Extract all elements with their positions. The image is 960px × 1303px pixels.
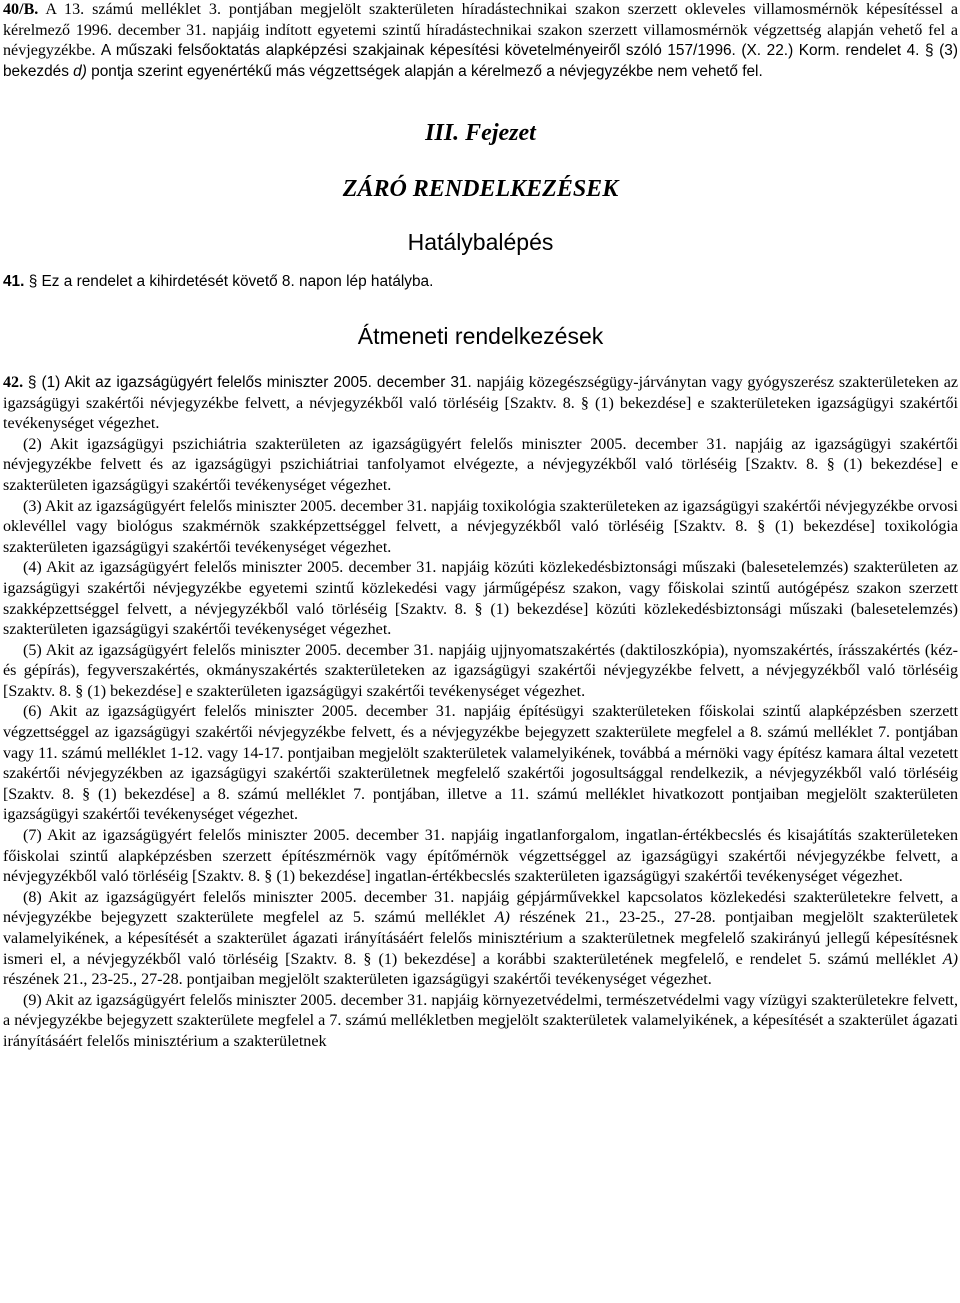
paragraph-text-sans-a: A műszaki felsőoktatás alapképzési szakjainak képesítési követelményeiről szóló 157/1996. (X. 22.) Korm. rendelet 4. § (3) bekezdés: [3, 42, 958, 80]
chapter-number: III. Fejezet: [425, 120, 536, 147]
paragraph-42-4: (4) Akit az igazságügyért felelős miniszter 2005. december 31. napjáig közúti közlekedésbiztonsági műszaki (balesetelemzés) szakterületen az igazságügyi szakértői névjegyzékbe egyetemi szintű közlekedési vagy járműgépész szakon, vagy főiskolai szintű autógépész szakon szerzett szakképzettséggel felvett, a névjegyzékből való törléséig [Szaktv. 8. § (1) bekezdése] közúti közlekedésbiztonsági műszaki (balesetelemzés) szakterületen igazságügyi szakértői tevékenységet végezhet.: [3, 559, 958, 639]
paragraph-42-3: (3) Akit az igazságügyért felelős miniszter 2005. december 31. napjáig toxikológia szakterületeken az igazságügyi szakértői névjegyzékbe orvosi oklevéllel vagy biológus szakmérnök szakképzettséggel felvett, a névjegyzékből való törléséig [Szaktv. 8. § (1) bekezdése] toxikológia szakterületen igazságügyi szakértői tevékenységet végezhet.: [3, 497, 958, 556]
paragraph-42-8: [3, 888, 958, 991]
section-heading-atmeneti: Átmeneti rendelkezések: [357, 322, 604, 349]
paragraph-text-italic: A): [942, 950, 958, 968]
paragraph-42-9: (9) Akit az igazságügyért felelős miniszter 2005. december 31. napjáig környezetvédelmi, természetvédelmi vagy vízügyi szakterületekre felvett, a névjegyzékbe bejegyzett szakterülete megfelel a 7. számú mellékletben megjelölt szakterületek valamelyikének, a képesítését a szakterület ágazati irányításáért felelős minisztérium a szakterületnek: [3, 991, 958, 1050]
paragraph-40: [3, 0, 958, 82]
chapter-title: ZÁRÓ RENDELKEZÉSEK: [342, 176, 619, 203]
document-page: [3, 0, 958, 1053]
paragraph-text: részének 21., 23-25., 27-28. pontjaiban megjelölt szakterületen igazságügyi szakértői tevékenységet végezhet.: [3, 971, 712, 989]
paragraph-number: 40/B.: [3, 1, 39, 18]
section-heading-hatalybalepes: Hatálybalépés: [407, 229, 554, 256]
paragraph-number: 41.: [3, 273, 25, 291]
paragraph-text-sans-b: pontja szerint egyenértékű más végzettségek alapján a kérelmező a névjegyzékbe nem vehető fel.: [86, 62, 763, 80]
paragraph-text: részének 21., 23-25., 27-28. pontjaiban megjelölt szakterületek valamelyikének, a képesítését a szakterület ágazati irányításáért felelős minisztérium a szakterületnek megfelelő szakirányú jellegű képesítésnek ismeri el, a névjegyzékből való törléséig [Szaktv. 8. § (1) bekezdése] a korábbi szakterületének megfelelő, e rendelet 5. számú melléklet: [3, 909, 958, 968]
paragraph-text: A 13. számú melléklet 3. pontjában megjelölt szakterületen híradástechnikai szakon szerzett okleveles villamosmérnök képesítéssel a kérelmező 1996. december 31. napjáig indított egyetemi szintű híradástechnikai szakon szerzett villamosmérnök végzettség alapján vehető fel a névjegyzékbe.: [3, 1, 958, 60]
paragraph-text-sans: § (1) Akit az igazságügyért felelős miniszter 2005. december 31.: [27, 373, 472, 391]
paragraph-42-1: [3, 373, 958, 435]
paragraph-text-sans-d: d): [73, 62, 87, 80]
paragraph-text: § Ez a rendelet a kihirdetését követő 8. napon lép hatályba.: [28, 273, 434, 291]
paragraph-number: 42.: [3, 373, 24, 391]
paragraph-text-italic: A): [494, 909, 510, 927]
paragraph-41: [3, 272, 958, 293]
paragraph-42-2: (2) Akit igazságügyi pszichiátria szakterületen az igazságügyért felelős miniszter 2005. december 31. napjáig az igazságügyi szakértői névjegyzékbe felvett és az igazságügyi pszichiátriai tanfolyamot elvégezte, a névjegyzékből való törléséig [Szaktv. 8. § (1) bekezdése] e szakterületen igazságügyi szakértői tevékenységet végezhet.: [3, 435, 958, 494]
paragraph-text: napjáig közegészségügy-járványtan vagy gyógyszerész szakterületeken az igazságügyi szakértői névjegyzékbe felvett, a névjegyzékből való törléséig [Szaktv. 8. § (1) bekezdése] e szakterületeken igazságügyi szakértői tevékenységet végezhet.: [3, 373, 958, 433]
paragraph-42-7: (7) Akit az igazságügyért felelős miniszter 2005. december 31. napjáig ingatlanforgalom, ingatlan-értékbecslés és kisajátítás szakterületeken főiskolai szintű alapképzésben szerzett építészmérnök vagy építőmérnök végzettséggel az igazságügyi szakértői névjegyzékbe felvett, a névjegyzékből való törléséig [Szaktv. 8. § (1) bekezdése] ingatlan-értékbecslés szakterületen igazságügyi szakértői tevékenységet végezhet.: [3, 827, 958, 886]
paragraph-42-5: (5) Akit az igazságügyért felelős miniszter 2005. december 31. napjáig ujjnyomatszakértés (daktiloszkópia), nyomszakértés, írásszakértés (kéz- és gépírás), fegyverszakértés, okmányszakértés szakterületeken az igazságügyi szakértői névjegyzékbe felvett, a névjegyzékből való törléséig [Szaktv. 8. § (1) bekezdése] e szakterületen igazságügyi szakértői tevékenységet végezhet.: [3, 641, 958, 700]
paragraph-text: (8) Akit az igazságügyért felelős miniszter 2005. december 31. napjáig gépjárművekkel kapcsolatos közlekedési szakterületekre felvett, a névjegyzékbe bejegyzett szakterülete megfelel az 5. számú melléklet: [3, 888, 958, 927]
paragraph-42-6: (6) Akit az igazságügyért felelős miniszter 2005. december 31. napjáig építésügyi szakterületeken főiskolai szintű alapképzésben szerzett végzettséggel az igazságügyi szakértői névjegyzékbe felvett, és a névjegyzékbe bejegyzett szakterülete megfelel a 8. számú melléklet 7. pontjában vagy 11. számú melléklet 1-12. vagy 14-17. pontjaiban megjelölt szakterületek valamelyikének, továbbá a mérnöki vagy építész kamara által vezetett szakértői névjegyzékben az igazságügyi szakértői szakterületnek megfelelő szakértői jogosultsággal rendelkezik, a névjegyzékből való törléséig [Szaktv. 8. § (1) bekezdése] a 8. számú melléklet 7. pontjában, illetve a 11. számú melléklet hivatkozott pontjaiban megjelölt szakterületen igazságügyi szakértői tevékenységet végezhet.: [3, 703, 958, 824]
